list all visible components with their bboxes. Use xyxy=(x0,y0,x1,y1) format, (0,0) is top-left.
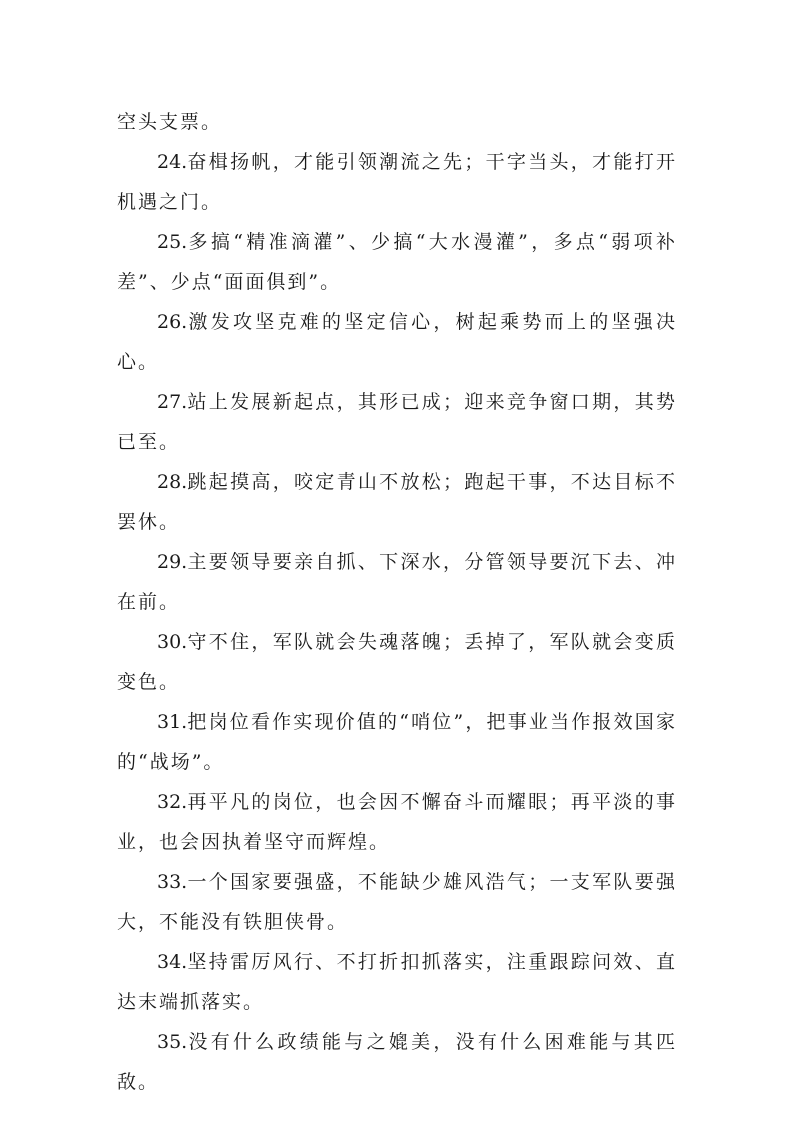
body-text xyxy=(117,102,677,1102)
paragraph-text: 奋楫扬帆，才能引领潮流之先；干字当头，才能打开机遇之门。 xyxy=(117,151,677,213)
paragraph-text: 把岗位看作实现价值的“哨位”，把事业当作报效国家的“战场”。 xyxy=(117,711,677,773)
item-number: 32. xyxy=(157,791,188,813)
paragraph xyxy=(117,542,677,622)
paragraph-text: 坚持雷厉风行、不打折扣抓落实，注重跟踪问效、直达末端抓落实。 xyxy=(117,951,677,1013)
item-number: 24. xyxy=(157,151,188,173)
item-number: 26. xyxy=(157,311,188,333)
item-number: 35. xyxy=(157,1031,188,1053)
item-number: 30. xyxy=(157,631,188,653)
paragraph-text: 主要领导要亲自抓、下深水，分管领导要沉下去、冲在前。 xyxy=(117,551,677,613)
item-number: 25. xyxy=(157,231,188,253)
paragraph xyxy=(117,862,677,942)
paragraph xyxy=(117,302,677,382)
paragraph xyxy=(117,222,677,302)
paragraph-text: 多搞“精准滴灌”、少搞“大水漫灌”，多点“弱项补差”、少点“面面俱到”。 xyxy=(117,231,677,293)
paragraph-text: 站上发展新起点，其形已成；迎来竞争窗口期，其势已至。 xyxy=(117,391,677,453)
paragraph-text: 再平凡的岗位，也会因不懈奋斗而耀眼；再平淡的事业，也会因执着坚守而辉煌。 xyxy=(117,791,677,853)
item-number: 29. xyxy=(157,551,188,573)
item-number: 33. xyxy=(157,871,188,893)
paragraph-text: 一个国家要强盛，不能缺少雄风浩气；一支军队要强大，不能没有铁胆侠骨。 xyxy=(117,871,677,933)
item-number: 28. xyxy=(157,471,188,493)
item-number: 31. xyxy=(157,711,188,733)
item-number: 34. xyxy=(157,951,188,973)
paragraph xyxy=(117,382,677,462)
paragraph-text: 守不住，军队就会失魂落魄；丢掉了，军队就会变质变色。 xyxy=(117,631,677,693)
paragraph xyxy=(117,622,677,702)
paragraph xyxy=(117,102,677,142)
paragraph xyxy=(117,462,677,542)
item-number: 27. xyxy=(157,391,188,413)
paragraph-text: 空头支票。 xyxy=(117,111,223,133)
paragraph-text: 激发攻坚克难的坚定信心，树起乘势而上的坚强决心。 xyxy=(117,311,677,373)
paragraph xyxy=(117,942,677,1022)
paragraph-text: 跳起摸高，咬定青山不放松；跑起干事，不达目标不罢休。 xyxy=(117,471,677,533)
paragraph xyxy=(117,142,677,222)
paragraph xyxy=(117,1022,677,1102)
paragraph xyxy=(117,702,677,782)
paragraph xyxy=(117,782,677,862)
paragraph-text: 没有什么政绩能与之媲美，没有什么困难能与其匹敌。 xyxy=(117,1031,677,1093)
